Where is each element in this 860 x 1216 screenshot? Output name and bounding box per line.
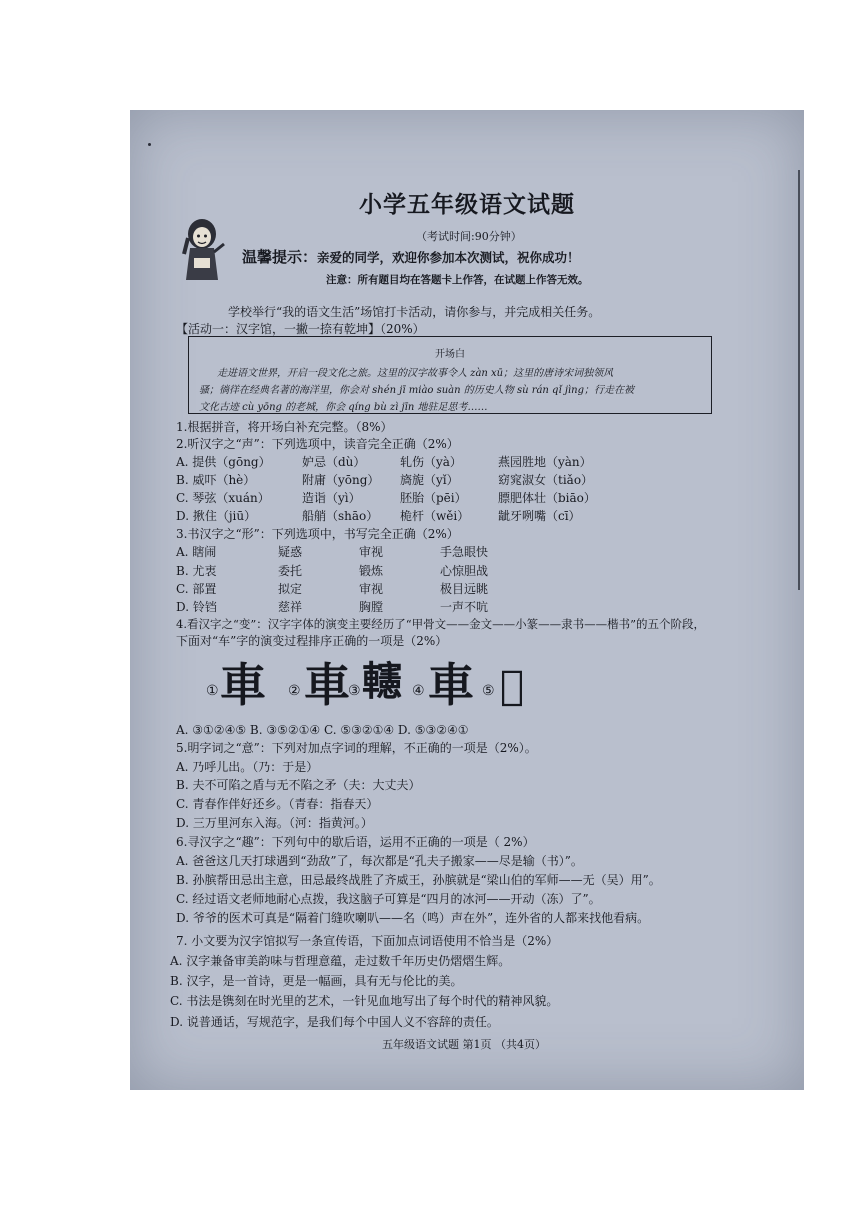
opening-line: 文化古迹 cù yōng 的老城，你会 qíng bù zì jīn 地驻足思考…… xyxy=(199,402,488,413)
q6-option: D. 爷爷的医术可真是“隔着门缝吹喇叭——名（鸣）声在外”，连外省的人都来找他看病。 xyxy=(176,911,650,925)
q3-option: 一声不吭 xyxy=(440,600,489,614)
q2-option: C. 琴弦（xuán） xyxy=(176,491,270,505)
question-1: 1.根据拼音，将开场白补充完整。（8%） xyxy=(176,420,393,434)
q7-option: C. 书法是镌刻在时光里的艺术，一针见血地写出了每个时代的精神风貌。 xyxy=(170,994,559,1008)
q3-option: D. 铃铛 xyxy=(176,600,217,614)
q3-option: 疑惑 xyxy=(278,545,303,559)
q3-option: 极目远眺 xyxy=(440,582,489,596)
tip-label: 温馨提示： xyxy=(242,248,318,266)
opening-title: 开场白 xyxy=(435,349,465,360)
page-footer: 五年级语文试题 第1页 （共4页） xyxy=(382,1038,546,1051)
q2-option: 轧伤（yà） xyxy=(400,455,462,469)
q2-option: 桅杆（wěi） xyxy=(400,509,470,523)
opening-line: 走进语文世界，开启一段文化之旅。这里的汉字故事令人 zàn xū；这里的唐诗宋词独领风 xyxy=(217,368,614,379)
glyph-label: ③ xyxy=(348,683,361,699)
activity-heading: 【活动一：汉字馆，一撇一捺有乾坤】（20%） xyxy=(176,322,425,336)
q3-option: 慈祥 xyxy=(278,600,303,614)
q3-option: 拟定 xyxy=(278,582,303,596)
q2-option: 龇牙咧嘴（cī） xyxy=(498,509,581,523)
q2-option: D. 揪住（jiū） xyxy=(176,509,257,523)
tip-line xyxy=(242,246,580,267)
intro-text: 学校举行“我的语文生活”场馆打卡活动，请你参与，并完成相关任务。 xyxy=(228,305,601,319)
glyph-label: ④ xyxy=(412,683,425,699)
opening-box xyxy=(188,336,712,414)
notice: 注意：所有题目均在答题卡上作答，在试题上作答无效。 xyxy=(326,274,589,286)
q7-option: A. 汉字兼备审美韵味与哲理意蕴，走过数千年历史仍熠熠生辉。 xyxy=(170,954,511,968)
mascot-icon xyxy=(176,214,228,282)
glyph-label: ⑤ xyxy=(482,683,495,699)
q2-option: A. 提供（gōng） xyxy=(176,455,271,469)
tip-text: 亲爱的同学，欢迎你参加本次测试，祝你成功！ xyxy=(317,250,580,265)
q3-option: 审视 xyxy=(359,545,384,559)
question-2-stem: 2.听汉字之“声”：下列选项中，读音完全正确（2%） xyxy=(176,437,459,451)
q5-option: C. 青春作伴好还乡。（青春：指春天） xyxy=(176,797,379,811)
q2-option: 附庸（yōng） xyxy=(302,473,380,487)
q6-option: B. 孙膑帮田忌出主意，田忌最终战胜了齐威王，孙膑就是“梁山伯的军师——无（吴）用”。 xyxy=(176,873,661,887)
q3-option: 胸膛 xyxy=(359,600,384,614)
q5-option: B. 夫不可陷之盾与无不陷之矛（夫：大丈夫） xyxy=(176,778,421,792)
speck xyxy=(148,143,151,146)
q4-options: A. ③①②④⑤ B. ③⑤②①④ C. ⑤③②①④ D. ⑤③②④① xyxy=(176,723,469,737)
question-3-stem: 3.书汉字之“形”：下列选项中，书写完全正确（2%） xyxy=(176,527,459,541)
q2-option: 旖旎（yǐ） xyxy=(400,473,459,487)
che-glyph: 車 xyxy=(220,658,266,712)
che-glyph: 車 xyxy=(428,658,474,712)
glyph-label: ② xyxy=(288,683,301,699)
q2-option: 船艄（shāo） xyxy=(302,509,379,523)
q3-option: C. 部置 xyxy=(176,582,217,596)
opening-line: 骚；徜徉在经典名著的海洋里，你会对 shén jī miào suàn 的历史人物 sù rán qǐ jìng；行走在被 xyxy=(199,385,634,396)
q3-option: 委托 xyxy=(278,564,303,578)
q7-option: D. 说普通话，写规范字，是我们每个中国人义不容辞的责任。 xyxy=(170,1015,499,1029)
question-4-stem: 4.看汉字之“变”：汉字字体的演变主要经历了“甲骨文——金文——小篆——隶书——楷书”的五个阶段， xyxy=(176,617,705,631)
question-4-stem: 下面对“车”字的演变过程排序正确的一项是（2%） xyxy=(176,634,448,648)
q3-option: 手急眼快 xyxy=(440,545,489,559)
exam-time: （考试时间:90分钟） xyxy=(416,230,522,243)
q3-option: 心惊胆战 xyxy=(440,564,489,578)
q2-option: 燕园胜地（yàn） xyxy=(498,455,592,469)
q7-option: B. 汉字，是一首诗，更是一幅画，具有无与伦比的美。 xyxy=(170,974,463,988)
q2-option: 胚胎（pēi） xyxy=(400,491,467,505)
q5-option: D. 三万里河东入海。（河：指黄河。） xyxy=(176,816,373,830)
glyph-label: ① xyxy=(206,683,219,699)
edge-line xyxy=(798,170,800,590)
q3-option: 审视 xyxy=(359,582,384,596)
q6-option: C. 经过语文老师地耐心点拨，我这脑子可算是“四月的冰河——开动（冻）了”。 xyxy=(176,892,601,906)
q2-option: 窈窕淑女（tiǎo） xyxy=(498,473,594,487)
che-glyph: 𤰊 xyxy=(500,662,525,709)
q3-option: B. 尤衷 xyxy=(176,564,217,578)
question-5-stem: 5.明字词之“意”：下列对加点字词的理解，不正确的一项是（2%）。 xyxy=(176,741,537,755)
question-6-stem: 6.寻汉字之“趣”：下列句中的歇后语，运用不正确的一项是（ 2%） xyxy=(176,835,535,849)
page-title: 小学五年级语文试题 xyxy=(359,191,575,218)
che-glyph: 𨏥 xyxy=(362,658,402,705)
che-glyph: 車 xyxy=(304,658,350,712)
q6-option: A. 爸爸这几天打球遇到“劲敌”了，每次都是“孔夫子搬家——尽是输（书）”。 xyxy=(176,854,583,868)
q2-option: B. 威吓（hè） xyxy=(176,473,256,487)
q2-option: 造诣（yì） xyxy=(302,491,361,505)
q3-option: A. 瞎闹 xyxy=(176,545,217,559)
q2-option: 妒忌（dù） xyxy=(302,455,366,469)
q2-option: 膘肥体壮（biāo） xyxy=(498,491,596,505)
q3-option: 锻炼 xyxy=(359,564,384,578)
q5-option: A. 乃呼儿出。（乃：于是） xyxy=(176,760,319,774)
exam-paper xyxy=(130,110,804,1090)
question-7-stem: 7. 小文要为汉字馆拟写一条宣传语，下面加点词语使用不恰当是（2%） xyxy=(176,934,559,948)
